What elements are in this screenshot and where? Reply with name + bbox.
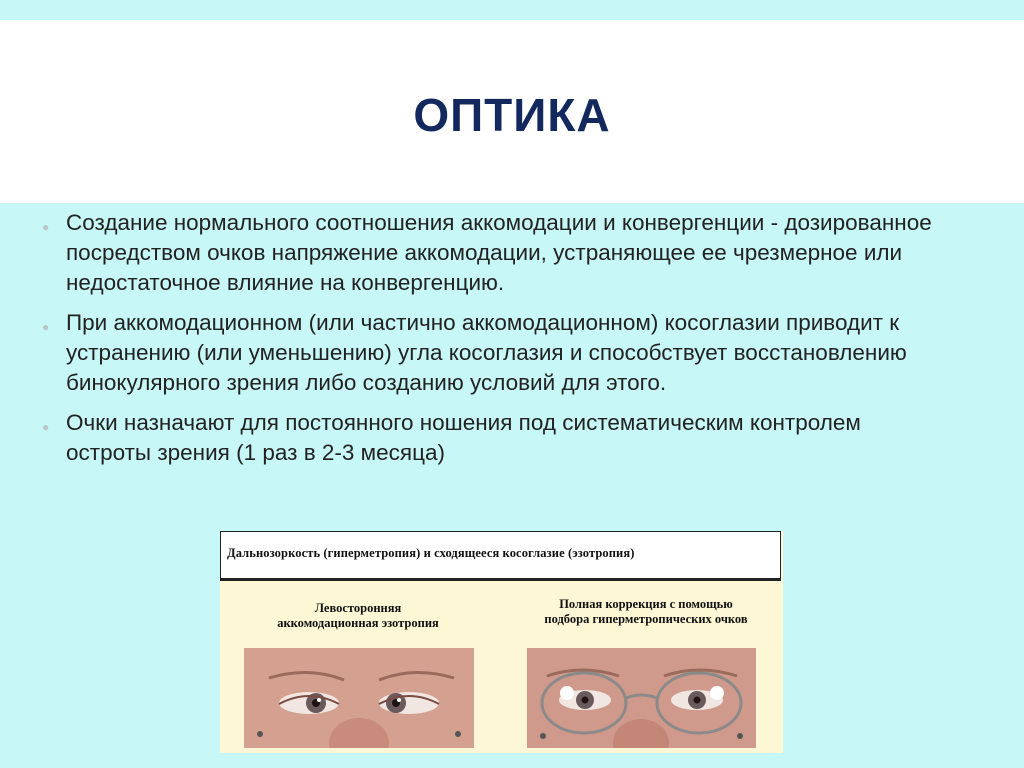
right-label-line1: Полная коррекция с помощью — [559, 597, 733, 611]
glasses-eyes-illustration — [527, 648, 756, 748]
child-eyes-photo — [244, 648, 474, 748]
bullet-text: При аккомодационном (или частично аккомодационном) косоглазии приводит к устранению (или уменьшению) угла косоглазия и способствует восстановлению бинокулярного зрения либо созданию условий для этого. — [66, 310, 907, 395]
right-photo-label — [510, 597, 782, 627]
strabismus-figure — [220, 531, 783, 753]
figure-caption-bar — [220, 531, 781, 581]
bullet-text: Создание нормального соотношения аккомодации и конвергенции - дозированное посредством очков напряжение аккомодации, устраняющее ее чрезмерное или недостаточное влияние на конвергенцию. — [66, 210, 932, 295]
bullet-text: Очки назначают для постоянного ношения под систематическим контролем остроты зрения (1 раз в 2-3 месяца) — [66, 410, 861, 465]
bullet-dot-icon: ● — [42, 320, 50, 334]
bullet-dot-icon: ● — [42, 420, 50, 434]
bullet-dot-icon: ● — [42, 220, 50, 234]
eyes-illustration — [244, 648, 474, 748]
left-label-line1: Левосторонняя — [314, 601, 402, 615]
left-label-line2: аккомодационная эзотропия — [277, 616, 439, 630]
bullet-item — [40, 308, 940, 398]
right-label-line2: подбора гиперметропических очков — [544, 612, 748, 626]
left-photo-label — [238, 601, 478, 631]
bullet-item — [40, 208, 940, 298]
child-glasses-photo — [527, 648, 756, 748]
figure-caption: Дальнозоркость (гиперметропия) и сходящееся косоглазие (эзотропия) — [227, 546, 635, 560]
bullet-list — [40, 208, 940, 478]
slide-title: ОПТИКА — [413, 89, 611, 141]
bullet-item — [40, 408, 940, 468]
